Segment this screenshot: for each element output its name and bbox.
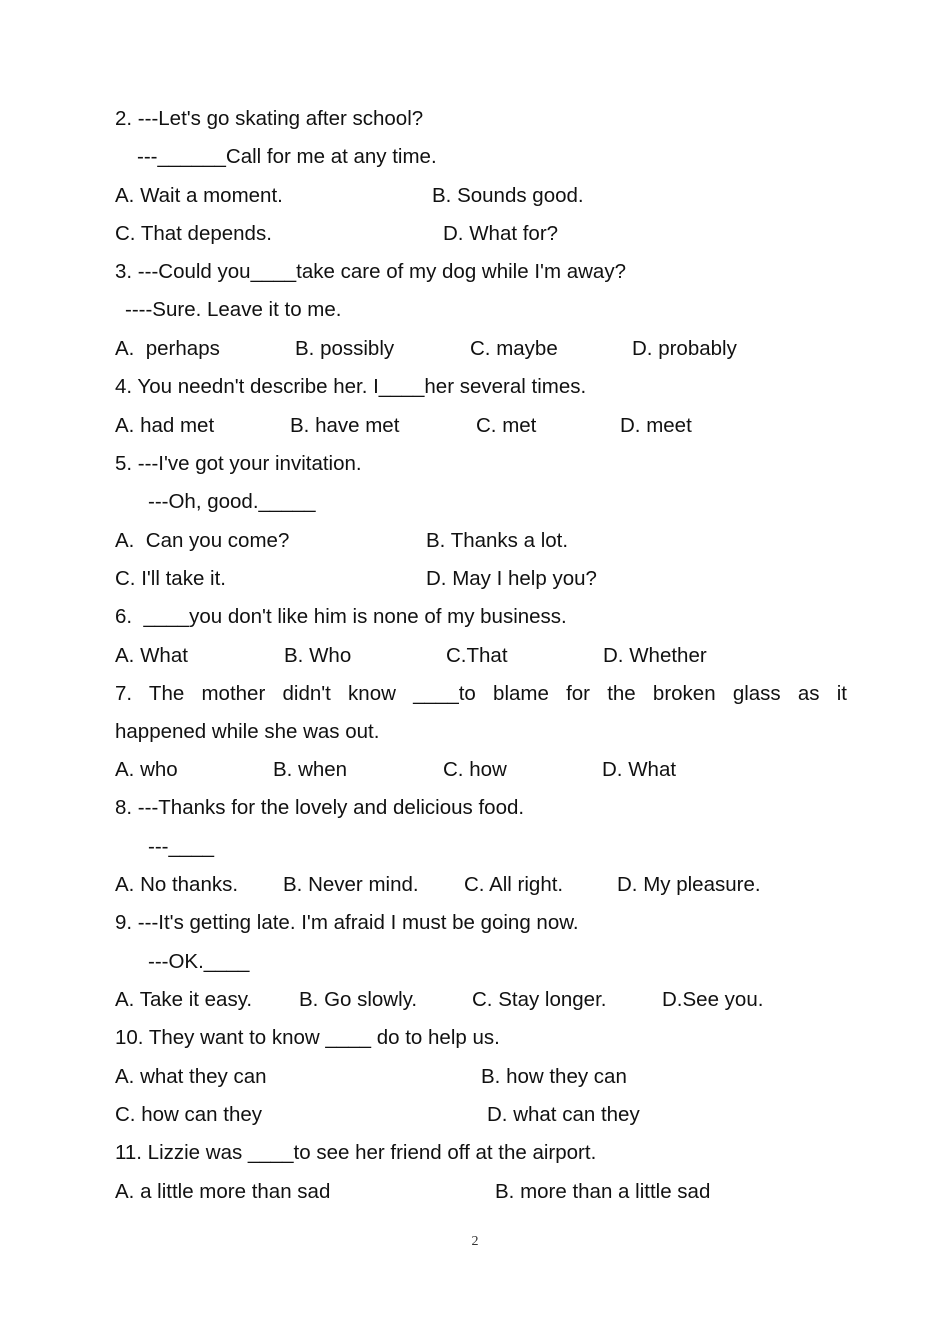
question-2-stem: 2. ---Let's go skating after school?: [115, 107, 424, 130]
question-8-reply: ---____: [148, 835, 215, 858]
question-5-reply: ---Oh, good._____: [148, 490, 316, 513]
question-2-option-b: B. Sounds good.: [432, 184, 584, 207]
question-8-option-b: B. Never mind.: [283, 873, 419, 896]
question-5-option-c: C. I'll take it.: [115, 567, 226, 590]
question-7-stem: 7. The mother didn't know ____to blame for the broken glass as it: [115, 682, 847, 705]
question-9-option-b: B. Go slowly.: [299, 988, 418, 1011]
question-10-stem: 10. They want to know ____ do to help us.: [115, 1026, 500, 1049]
question-7-option-b: B. when: [273, 758, 348, 781]
question-6-option-a: A. What: [115, 644, 188, 667]
question-11-option-a: A. a little more than sad: [115, 1180, 331, 1203]
page-number: 2: [471, 1234, 479, 1249]
question-3-option-c: C. maybe: [470, 337, 558, 360]
question-7-stem-continued: happened while she was out.: [115, 720, 380, 743]
question-11-option-b: B. more than a little sad: [495, 1180, 711, 1203]
question-2-option-c: C. That depends.: [115, 222, 272, 245]
question-7-option-d: D. What: [602, 758, 677, 781]
question-11-stem: 11. Lizzie was ____to see her friend off at the airport.: [115, 1141, 597, 1164]
question-6-option-b: B. Who: [284, 644, 352, 667]
question-8-stem: 8. ---Thanks for the lovely and delicious food.: [115, 796, 525, 819]
question-4-option-d: D. meet: [620, 414, 692, 437]
question-9-option-d: D.See you.: [662, 988, 764, 1011]
question-10-option-d: D. what can they: [487, 1103, 640, 1126]
question-2-option-d: D. What for?: [443, 222, 559, 245]
question-2-reply: ---______Call for me at any time.: [137, 145, 437, 168]
question-3-option-d: D. probably: [632, 337, 737, 360]
question-3-option-b: B. possibly: [295, 337, 395, 360]
question-3-reply: ----Sure. Leave it to me.: [125, 298, 342, 321]
question-5-option-b: B. Thanks a lot.: [426, 529, 569, 552]
question-4-option-c: C. met: [476, 414, 537, 437]
question-9-option-a: A. Take it easy.: [115, 988, 253, 1011]
question-3-option-a: A. perhaps: [115, 337, 220, 360]
question-3-stem: 3. ---Could you____take care of my dog while I'm away?: [115, 260, 626, 283]
question-10-option-b: B. how they can: [481, 1065, 627, 1088]
question-7-option-a: A. who: [115, 758, 178, 781]
question-5-option-a: A. Can you come?: [115, 529, 290, 552]
question-8-option-a: A. No thanks.: [115, 873, 239, 896]
question-6-option-c: C.That: [446, 644, 508, 667]
question-6-stem: 6. ____you don't like him is none of my business.: [115, 605, 567, 628]
question-10-option-c: C. how can they: [115, 1103, 262, 1126]
question-4-stem: 4. You needn't describe her. I____her several times.: [115, 375, 587, 398]
question-9-reply: ---OK.____: [148, 950, 250, 973]
question-5-option-d: D. May I help you?: [426, 567, 597, 590]
question-8-option-d: D. My pleasure.: [617, 873, 761, 896]
question-4-option-b: B. have met: [290, 414, 400, 437]
question-8-option-c: C. All right.: [464, 873, 564, 896]
question-4-option-a: A. had met: [115, 414, 215, 437]
question-9-stem: 9. ---It's getting late. I'm afraid I must be going now.: [115, 911, 579, 934]
question-2-option-a: A. Wait a moment.: [115, 184, 283, 207]
question-7-option-c: C. how: [443, 758, 507, 781]
question-6-option-d: D. Whether: [603, 644, 707, 667]
question-5-stem: 5. ---I've got your invitation.: [115, 452, 362, 475]
question-9-option-c: C. Stay longer.: [472, 988, 607, 1011]
question-10-option-a: A. what they can: [115, 1065, 267, 1088]
